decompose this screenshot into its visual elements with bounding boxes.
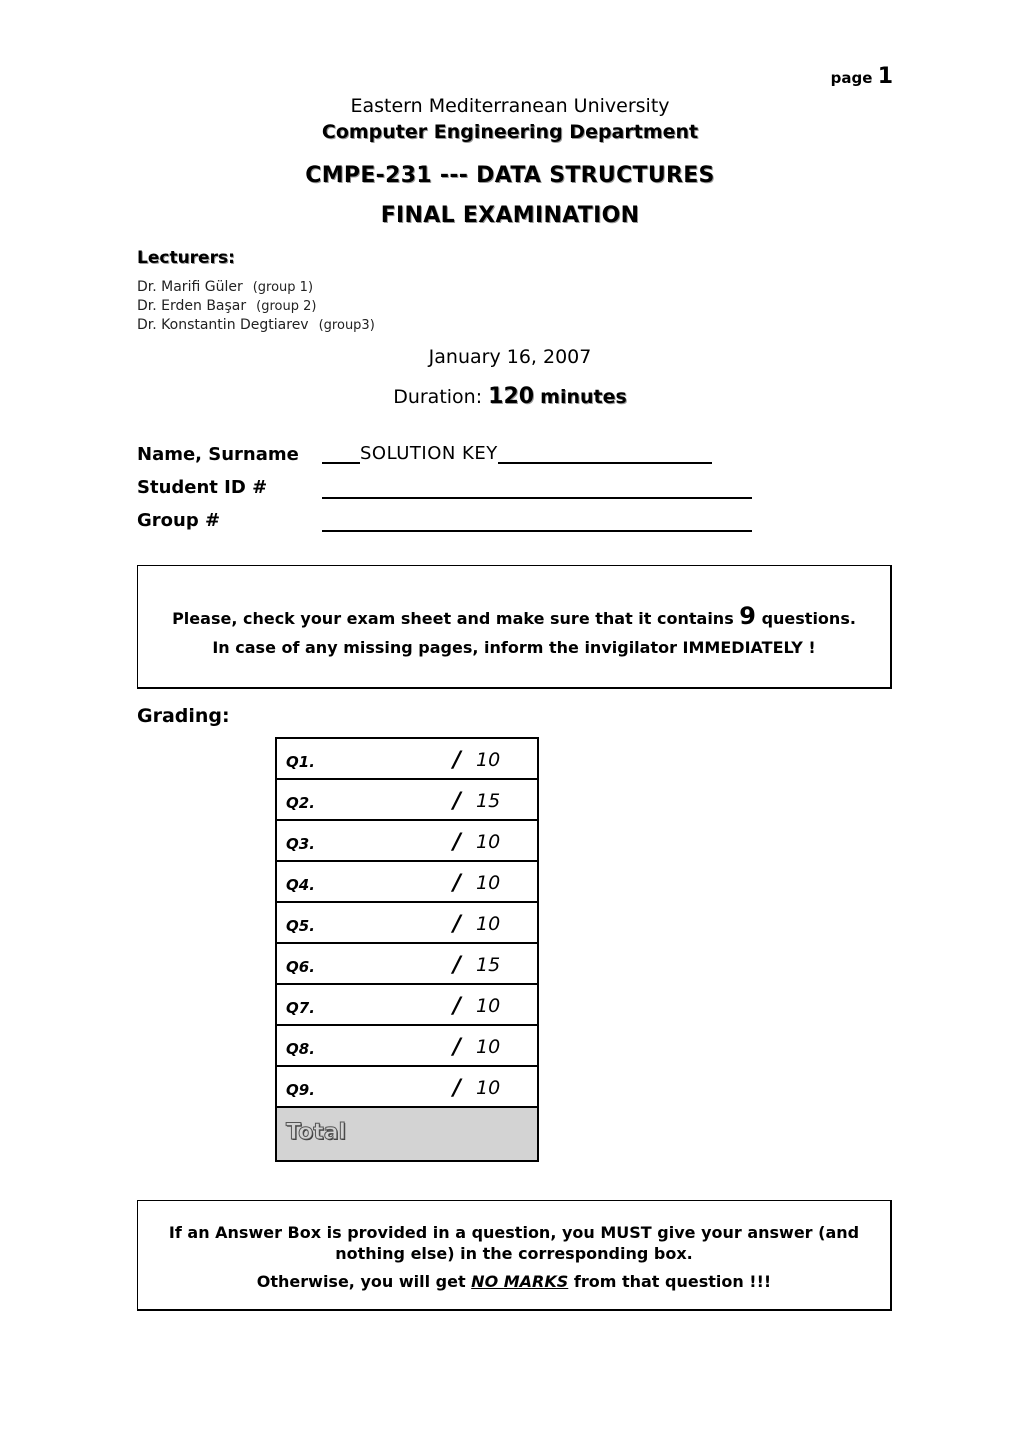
- answer-notice-pre: Otherwise, you will get: [256, 1272, 466, 1291]
- grade-cell[interactable]: [276, 1025, 538, 1066]
- answer-notice-post: from that question !!!: [573, 1272, 772, 1291]
- grade-row: [276, 943, 538, 984]
- grade-cell[interactable]: [276, 984, 538, 1025]
- max-score: 10: [476, 831, 501, 853]
- question-count: 9: [739, 602, 756, 630]
- question-label: Q2.: [286, 794, 315, 812]
- total-row: [276, 1107, 538, 1161]
- lecturer-group: (group 2): [256, 299, 317, 314]
- grade-row: [276, 738, 538, 779]
- question-label: Q6.: [286, 958, 315, 976]
- page-word: page: [830, 69, 873, 87]
- question-label: Q9.: [286, 1081, 315, 1099]
- grade-cell[interactable]: [276, 779, 538, 820]
- exam-duration: [0, 384, 1020, 409]
- score-slash: /: [453, 830, 462, 855]
- max-score: 15: [476, 954, 501, 976]
- score-slash: /: [453, 789, 462, 814]
- lecturer-item: [137, 317, 375, 333]
- lecturer-group: (group 1): [252, 280, 314, 295]
- score-slash: /: [453, 1076, 462, 1101]
- grade-cell[interactable]: [276, 902, 538, 943]
- page-number-label: [831, 64, 893, 89]
- page-number: 1: [877, 64, 893, 89]
- lecturer-group: (group3): [318, 318, 375, 333]
- max-score: 10: [476, 913, 501, 935]
- grade-row: [276, 984, 538, 1025]
- score-slash: /: [453, 994, 462, 1019]
- max-score: 10: [476, 1036, 501, 1058]
- student-id-blank: [322, 497, 752, 499]
- student-id-field[interactable]: [322, 475, 752, 499]
- notice-text-post: questions.: [761, 609, 856, 628]
- grading-heading: Grading:: [137, 705, 230, 727]
- university-name: Eastern Mediterranean University: [350, 95, 670, 117]
- grading-table: [275, 737, 539, 1162]
- name-surname-label: Name, Surname: [137, 444, 299, 465]
- max-score: 10: [476, 995, 501, 1017]
- student-id-label: Student ID #: [137, 477, 268, 498]
- answer-notice-line-2: [138, 1272, 890, 1291]
- notice-line-1: [138, 602, 890, 630]
- name-blank-post: [498, 442, 712, 464]
- grade-cell[interactable]: [276, 738, 538, 779]
- group-blank: [322, 530, 752, 532]
- question-label: Q7.: [286, 999, 315, 1017]
- grade-cell[interactable]: [276, 820, 538, 861]
- answer-box-notice: [137, 1200, 892, 1311]
- total-label: Total: [286, 1120, 347, 1145]
- name-surname-value: SOLUTION KEY: [360, 443, 498, 464]
- duration-unit: minutes: [540, 386, 627, 408]
- question-label: Q1.: [286, 753, 315, 771]
- grade-cell[interactable]: [276, 943, 538, 984]
- score-slash: /: [453, 748, 462, 773]
- answer-notice-line-1: If an Answer Box is provided in a question, you MUST give your answer (and nothing else) in the corresponding box.: [168, 1223, 860, 1263]
- max-score: 10: [476, 872, 501, 894]
- grade-row: [276, 1066, 538, 1107]
- duration-label: Duration:: [393, 386, 483, 408]
- name-surname-field[interactable]: [322, 442, 752, 466]
- name-blank-pre: [322, 442, 360, 464]
- group-field[interactable]: [322, 508, 752, 532]
- lecturer-item: [137, 298, 316, 314]
- grade-row: [276, 1025, 538, 1066]
- lecturer-name: Dr. Konstantin Degtiarev: [137, 317, 309, 333]
- lecturer-item: [137, 279, 313, 295]
- exam-date: January 16, 2007: [428, 346, 592, 368]
- notice-line-2: In case of any missing pages, inform the invigilator IMMEDIATELY !: [212, 638, 816, 657]
- score-slash: /: [453, 1035, 462, 1060]
- lecturers-heading: Lecturers:: [137, 248, 235, 268]
- max-score: 15: [476, 790, 501, 812]
- group-label: Group #: [137, 510, 221, 531]
- no-marks-emphasis: NO MARKS: [471, 1272, 569, 1291]
- department-name: Computer Engineering Department: [321, 121, 699, 143]
- total-cell[interactable]: [276, 1107, 538, 1161]
- grade-cell[interactable]: [276, 861, 538, 902]
- grade-cell[interactable]: [276, 1066, 538, 1107]
- duration-value: 120: [488, 384, 535, 409]
- lecturer-name: Dr. Erden Başar: [137, 298, 247, 314]
- course-title: CMPE-231 --- DATA STRUCTURES: [305, 163, 715, 188]
- question-label: Q4.: [286, 876, 315, 894]
- exam-title: FINAL EXAMINATION: [380, 203, 640, 228]
- max-score: 10: [476, 1077, 501, 1099]
- lecturer-name: Dr. Marifi Güler: [137, 279, 243, 295]
- score-slash: /: [453, 871, 462, 896]
- grade-row: [276, 820, 538, 861]
- exam-sheet-notice: [137, 565, 892, 689]
- question-label: Q3.: [286, 835, 315, 853]
- max-score: 10: [476, 749, 501, 771]
- grade-row: [276, 861, 538, 902]
- score-slash: /: [453, 912, 462, 937]
- score-slash: /: [453, 953, 462, 978]
- question-label: Q8.: [286, 1040, 315, 1058]
- notice-text-pre: Please, check your exam sheet and make sure that it contains: [172, 609, 734, 628]
- grade-row: [276, 779, 538, 820]
- question-label: Q5.: [286, 917, 315, 935]
- grade-row: [276, 902, 538, 943]
